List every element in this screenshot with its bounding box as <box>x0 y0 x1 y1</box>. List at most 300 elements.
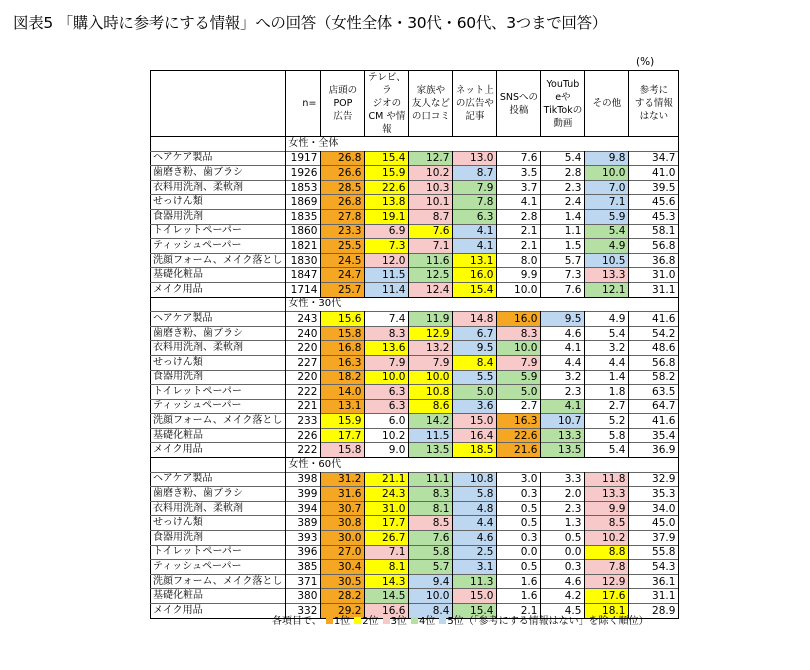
value-cell: 12.7 <box>409 151 453 166</box>
sample-size: 380 <box>286 589 321 604</box>
table-row <box>151 443 679 458</box>
value-cell: 13.1 <box>453 253 497 268</box>
header-blank <box>151 71 286 137</box>
value-cell: 64.7 <box>629 399 679 414</box>
legend-swatch-icon <box>411 617 418 624</box>
sample-size: 227 <box>286 355 321 370</box>
value-cell: 5.4 <box>585 224 629 239</box>
value-cell: 0.5 <box>497 516 541 531</box>
unit-label: (%) <box>636 56 655 68</box>
value-cell: 8.5 <box>409 516 453 531</box>
value-cell: 16.3 <box>497 414 541 429</box>
column-header: テレビ、ラ ジオの CM や情 報 <box>365 71 409 137</box>
value-cell: 5.0 <box>453 385 497 400</box>
row-label: 歯磨き粉、歯ブラシ <box>151 326 286 341</box>
value-cell: 8.7 <box>409 209 453 224</box>
value-cell: 14.0 <box>321 385 365 400</box>
value-cell: 3.2 <box>541 370 585 385</box>
value-cell: 28.9 <box>629 604 679 619</box>
sample-size: 220 <box>286 370 321 385</box>
value-cell: 3.6 <box>453 399 497 414</box>
value-cell: 7.9 <box>409 355 453 370</box>
table-row <box>151 282 679 297</box>
value-cell: 16.0 <box>497 312 541 327</box>
value-cell: 5.8 <box>453 487 497 502</box>
value-cell: 13.8 <box>365 195 409 210</box>
value-cell: 4.1 <box>453 239 497 254</box>
row-label: せっけん類 <box>151 355 286 370</box>
value-cell: 31.2 <box>321 472 365 487</box>
row-label: ティッシュペーパー <box>151 399 286 414</box>
row-label: 食器用洗剤 <box>151 370 286 385</box>
value-cell: 7.3 <box>541 268 585 283</box>
value-cell: 10.0 <box>409 589 453 604</box>
value-cell: 8.7 <box>453 166 497 181</box>
value-cell: 2.3 <box>541 385 585 400</box>
value-cell: 8.5 <box>585 516 629 531</box>
value-cell: 15.4 <box>453 604 497 619</box>
sample-size: 1714 <box>286 282 321 297</box>
row-label: 基礎化粧品 <box>151 589 286 604</box>
sample-size: 233 <box>286 414 321 429</box>
column-header: その他 <box>585 71 629 137</box>
value-cell: 7.8 <box>585 560 629 575</box>
row-label: 衣料用洗剤、柔軟剤 <box>151 341 286 356</box>
row-label: 衣料用洗剤、柔軟剤 <box>151 180 286 195</box>
legend-swatch-icon <box>383 617 390 624</box>
value-cell: 12.5 <box>409 268 453 283</box>
row-label: ティッシュペーパー <box>151 560 286 575</box>
row-label: ヘアケア製品 <box>151 312 286 327</box>
value-cell: 13.2 <box>409 341 453 356</box>
legend-item: 5位 <box>447 616 464 627</box>
sample-size: 1860 <box>286 224 321 239</box>
row-label: 洗顔フォーム、メイク落とし <box>151 253 286 268</box>
value-cell: 9.9 <box>585 501 629 516</box>
value-cell: 5.8 <box>409 545 453 560</box>
value-cell: 4.1 <box>497 195 541 210</box>
value-cell: 5.5 <box>453 370 497 385</box>
value-cell: 9.5 <box>541 312 585 327</box>
value-cell: 2.8 <box>541 166 585 181</box>
column-header: ネット上 の広告や 記事 <box>453 71 497 137</box>
value-cell: 17.7 <box>365 516 409 531</box>
table-row <box>151 370 679 385</box>
table-row <box>151 151 679 166</box>
value-cell: 3.7 <box>497 180 541 195</box>
group-row <box>151 297 679 312</box>
row-label: 歯磨き粉、歯ブラシ <box>151 487 286 502</box>
value-cell: 11.4 <box>365 282 409 297</box>
value-cell: 45.3 <box>629 209 679 224</box>
value-cell: 9.4 <box>409 574 453 589</box>
value-cell: 13.5 <box>541 443 585 458</box>
value-cell: 10.1 <box>409 195 453 210</box>
value-cell: 18.2 <box>321 370 365 385</box>
value-cell: 37.9 <box>629 531 679 546</box>
value-cell: 0.3 <box>497 487 541 502</box>
value-cell: 1.6 <box>497 574 541 589</box>
value-cell: 2.3 <box>541 501 585 516</box>
sample-size: 222 <box>286 443 321 458</box>
value-cell: 14.5 <box>365 589 409 604</box>
table-row <box>151 224 679 239</box>
value-cell: 26.7 <box>365 531 409 546</box>
value-cell: 30.5 <box>321 574 365 589</box>
table-row <box>151 180 679 195</box>
sample-size: 1847 <box>286 268 321 283</box>
value-cell: 5.9 <box>585 209 629 224</box>
value-cell: 48.6 <box>629 341 679 356</box>
row-label: トイレットペーパー <box>151 385 286 400</box>
value-cell: 7.9 <box>365 355 409 370</box>
sample-size: 398 <box>286 472 321 487</box>
value-cell: 4.4 <box>453 516 497 531</box>
value-cell: 45.0 <box>629 516 679 531</box>
value-cell: 10.8 <box>409 385 453 400</box>
value-cell: 5.8 <box>585 428 629 443</box>
value-cell: 6.3 <box>365 385 409 400</box>
value-cell: 8.3 <box>497 326 541 341</box>
value-cell: 34.7 <box>629 151 679 166</box>
row-label: トイレットペーパー <box>151 224 286 239</box>
value-cell: 13.5 <box>409 443 453 458</box>
value-cell: 26.8 <box>321 151 365 166</box>
value-cell: 26.6 <box>321 166 365 181</box>
table-row <box>151 501 679 516</box>
legend-prefix: 各項目で、 <box>272 616 322 627</box>
value-cell: 31.0 <box>629 268 679 283</box>
value-cell: 22.6 <box>365 180 409 195</box>
value-cell: 8.8 <box>585 545 629 560</box>
value-cell: 10.0 <box>585 166 629 181</box>
legend-swatch-icon <box>354 617 361 624</box>
value-cell: 5.2 <box>585 414 629 429</box>
value-cell: 16.0 <box>453 268 497 283</box>
value-cell: 4.4 <box>541 355 585 370</box>
value-cell: 13.3 <box>585 487 629 502</box>
value-cell: 10.0 <box>497 341 541 356</box>
sample-size: 389 <box>286 516 321 531</box>
table-row <box>151 312 679 327</box>
value-cell: 8.3 <box>365 326 409 341</box>
row-label: トイレットペーパー <box>151 545 286 560</box>
value-cell: 9.0 <box>365 443 409 458</box>
survey-table <box>150 70 679 619</box>
value-cell: 45.6 <box>629 195 679 210</box>
value-cell: 15.0 <box>453 589 497 604</box>
value-cell: 7.0 <box>585 180 629 195</box>
value-cell: 2.0 <box>541 487 585 502</box>
value-cell: 13.0 <box>453 151 497 166</box>
row-label: 基礎化粧品 <box>151 428 286 443</box>
sample-size: 385 <box>286 560 321 575</box>
value-cell: 4.2 <box>541 589 585 604</box>
column-header: 家族や 友人など の口コミ <box>409 71 453 137</box>
legend-item: 3位 <box>390 616 407 627</box>
legend-swatch-icon <box>326 617 333 624</box>
value-cell: 4.6 <box>541 326 585 341</box>
value-cell: 10.2 <box>365 428 409 443</box>
sample-size: 221 <box>286 399 321 414</box>
legend-swatch-icon <box>439 617 446 624</box>
value-cell: 18.5 <box>453 443 497 458</box>
value-cell: 10.3 <box>409 180 453 195</box>
value-cell: 25.5 <box>321 239 365 254</box>
value-cell: 6.0 <box>365 414 409 429</box>
table-row <box>151 574 679 589</box>
value-cell: 28.2 <box>321 589 365 604</box>
value-cell: 1.3 <box>541 516 585 531</box>
value-cell: 24.3 <box>365 487 409 502</box>
table-row <box>151 166 679 181</box>
value-cell: 27.0 <box>321 545 365 560</box>
value-cell: 17.6 <box>585 589 629 604</box>
value-cell: 3.3 <box>541 472 585 487</box>
value-cell: 18.1 <box>585 604 629 619</box>
value-cell: 4.4 <box>585 355 629 370</box>
value-cell: 11.6 <box>409 253 453 268</box>
row-label: 衣料用洗剤、柔軟剤 <box>151 501 286 516</box>
value-cell: 10.2 <box>585 531 629 546</box>
header-n: n= <box>286 71 321 137</box>
table-row <box>151 253 679 268</box>
sample-size: 240 <box>286 326 321 341</box>
value-cell: 12.1 <box>585 282 629 297</box>
value-cell: 12.9 <box>409 326 453 341</box>
table-row <box>151 545 679 560</box>
value-cell: 15.8 <box>321 443 365 458</box>
value-cell: 8.3 <box>409 487 453 502</box>
table-row <box>151 355 679 370</box>
sample-size: 393 <box>286 531 321 546</box>
value-cell: 41.6 <box>629 312 679 327</box>
legend-item: 2位 <box>362 616 379 627</box>
value-cell: 10.0 <box>409 370 453 385</box>
value-cell: 7.1 <box>365 545 409 560</box>
value-cell: 3.5 <box>497 166 541 181</box>
value-cell: 7.8 <box>453 195 497 210</box>
value-cell: 30.7 <box>321 501 365 516</box>
value-cell: 35.4 <box>629 428 679 443</box>
table-row <box>151 531 679 546</box>
table-row <box>151 195 679 210</box>
value-cell: 41.0 <box>629 166 679 181</box>
value-cell: 4.9 <box>585 312 629 327</box>
value-cell: 11.5 <box>365 268 409 283</box>
value-cell: 2.1 <box>497 604 541 619</box>
value-cell: 7.6 <box>497 151 541 166</box>
column-header: 参考に する情報 はない <box>629 71 679 137</box>
value-cell: 8.4 <box>453 355 497 370</box>
value-cell: 31.1 <box>629 589 679 604</box>
value-cell: 15.9 <box>365 166 409 181</box>
legend-item: 4位 <box>418 616 436 627</box>
row-label: 歯磨き粉、歯ブラシ <box>151 166 286 181</box>
value-cell: 4.1 <box>453 224 497 239</box>
value-cell: 55.8 <box>629 545 679 560</box>
value-cell: 30.4 <box>321 560 365 575</box>
value-cell: 15.4 <box>453 282 497 297</box>
value-cell: 8.4 <box>409 604 453 619</box>
group-row <box>151 458 679 473</box>
value-cell: 5.0 <box>497 385 541 400</box>
value-cell: 16.3 <box>321 355 365 370</box>
group-label: 女性・全体 <box>286 137 679 152</box>
table-row <box>151 239 679 254</box>
value-cell: 2.7 <box>585 399 629 414</box>
value-cell: 54.2 <box>629 326 679 341</box>
table-row <box>151 209 679 224</box>
value-cell: 13.3 <box>585 268 629 283</box>
value-cell: 36.8 <box>629 253 679 268</box>
value-cell: 31.1 <box>629 282 679 297</box>
table-row <box>151 268 679 283</box>
value-cell: 58.2 <box>629 370 679 385</box>
value-cell: 15.6 <box>321 312 365 327</box>
table-row <box>151 414 679 429</box>
value-cell: 21.6 <box>497 443 541 458</box>
value-cell: 9.8 <box>585 151 629 166</box>
value-cell: 10.7 <box>541 414 585 429</box>
value-cell: 10.2 <box>409 166 453 181</box>
value-cell: 10.0 <box>497 282 541 297</box>
sample-size: 1821 <box>286 239 321 254</box>
value-cell: 7.6 <box>409 224 453 239</box>
group-spacer <box>151 137 286 152</box>
sample-size: 1830 <box>286 253 321 268</box>
value-cell: 16.4 <box>453 428 497 443</box>
column-header: SNSへの 投稿 <box>497 71 541 137</box>
value-cell: 56.8 <box>629 239 679 254</box>
value-cell: 11.1 <box>409 472 453 487</box>
value-cell: 7.9 <box>497 355 541 370</box>
value-cell: 5.4 <box>585 326 629 341</box>
table-row <box>151 516 679 531</box>
sample-size: 1853 <box>286 180 321 195</box>
value-cell: 41.6 <box>629 414 679 429</box>
value-cell: 35.3 <box>629 487 679 502</box>
value-cell: 7.1 <box>585 195 629 210</box>
value-cell: 9.9 <box>497 268 541 283</box>
row-label: ヘアケア製品 <box>151 472 286 487</box>
value-cell: 23.3 <box>321 224 365 239</box>
table-row <box>151 472 679 487</box>
value-cell: 0.5 <box>497 560 541 575</box>
table-row <box>151 326 679 341</box>
value-cell: 8.1 <box>365 560 409 575</box>
sample-size: 399 <box>286 487 321 502</box>
value-cell: 4.5 <box>541 604 585 619</box>
value-cell: 6.3 <box>365 399 409 414</box>
value-cell: 30.0 <box>321 531 365 546</box>
row-label: 食器用洗剤 <box>151 209 286 224</box>
value-cell: 0.3 <box>541 560 585 575</box>
table-row <box>151 341 679 356</box>
row-label: 基礎化粧品 <box>151 268 286 283</box>
value-cell: 11.8 <box>585 472 629 487</box>
sample-size: 1917 <box>286 151 321 166</box>
value-cell: 12.4 <box>409 282 453 297</box>
page-title: 図表5 「購入時に参考にする情報」への回答（女性全体・30代・60代、3つまで回答） <box>13 14 607 32</box>
value-cell: 7.3 <box>365 239 409 254</box>
value-cell: 1.5 <box>541 239 585 254</box>
table-header-row <box>151 71 679 137</box>
value-cell: 36.1 <box>629 574 679 589</box>
value-cell: 2.5 <box>453 545 497 560</box>
value-cell: 4.9 <box>585 239 629 254</box>
value-cell: 6.3 <box>453 209 497 224</box>
value-cell: 10.5 <box>585 253 629 268</box>
value-cell: 54.3 <box>629 560 679 575</box>
value-cell: 1.6 <box>497 589 541 604</box>
value-cell: 22.6 <box>497 428 541 443</box>
table-row <box>151 487 679 502</box>
value-cell: 12.0 <box>365 253 409 268</box>
value-cell: 25.7 <box>321 282 365 297</box>
value-cell: 2.1 <box>497 224 541 239</box>
value-cell: 15.9 <box>321 414 365 429</box>
value-cell: 7.6 <box>409 531 453 546</box>
value-cell: 24.5 <box>321 253 365 268</box>
sample-size: 1926 <box>286 166 321 181</box>
value-cell: 3.1 <box>453 560 497 575</box>
group-row <box>151 137 679 152</box>
value-cell: 1.4 <box>585 370 629 385</box>
value-cell: 7.9 <box>453 180 497 195</box>
value-cell: 1.1 <box>541 224 585 239</box>
sample-size: 1869 <box>286 195 321 210</box>
value-cell: 5.9 <box>497 370 541 385</box>
value-cell: 6.7 <box>453 326 497 341</box>
sample-size: 220 <box>286 341 321 356</box>
row-label: メイク用品 <box>151 443 286 458</box>
value-cell: 6.9 <box>365 224 409 239</box>
value-cell: 0.5 <box>541 531 585 546</box>
value-cell: 16.8 <box>321 341 365 356</box>
value-cell: 30.8 <box>321 516 365 531</box>
value-cell: 21.1 <box>365 472 409 487</box>
value-cell: 4.1 <box>541 341 585 356</box>
value-cell: 4.1 <box>541 399 585 414</box>
value-cell: 10.0 <box>365 370 409 385</box>
row-label: 洗顔フォーム、メイク落とし <box>151 574 286 589</box>
value-cell: 29.2 <box>321 604 365 619</box>
value-cell: 3.0 <box>497 472 541 487</box>
row-label: せっけん類 <box>151 195 286 210</box>
value-cell: 19.1 <box>365 209 409 224</box>
value-cell: 8.6 <box>409 399 453 414</box>
sample-size: 332 <box>286 604 321 619</box>
row-label: 食器用洗剤 <box>151 531 286 546</box>
value-cell: 4.6 <box>453 531 497 546</box>
value-cell: 34.0 <box>629 501 679 516</box>
value-cell: 26.8 <box>321 195 365 210</box>
sample-size: 371 <box>286 574 321 589</box>
value-cell: 2.3 <box>541 180 585 195</box>
row-label: ティッシュペーパー <box>151 239 286 254</box>
row-label: 洗顔フォーム、メイク落とし <box>151 414 286 429</box>
value-cell: 7.4 <box>365 312 409 327</box>
value-cell: 4.6 <box>541 574 585 589</box>
value-cell: 9.5 <box>453 341 497 356</box>
value-cell: 11.5 <box>409 428 453 443</box>
table-row <box>151 589 679 604</box>
sample-size: 1835 <box>286 209 321 224</box>
value-cell: 2.7 <box>497 399 541 414</box>
value-cell: 27.8 <box>321 209 365 224</box>
row-label: メイク用品 <box>151 604 286 619</box>
